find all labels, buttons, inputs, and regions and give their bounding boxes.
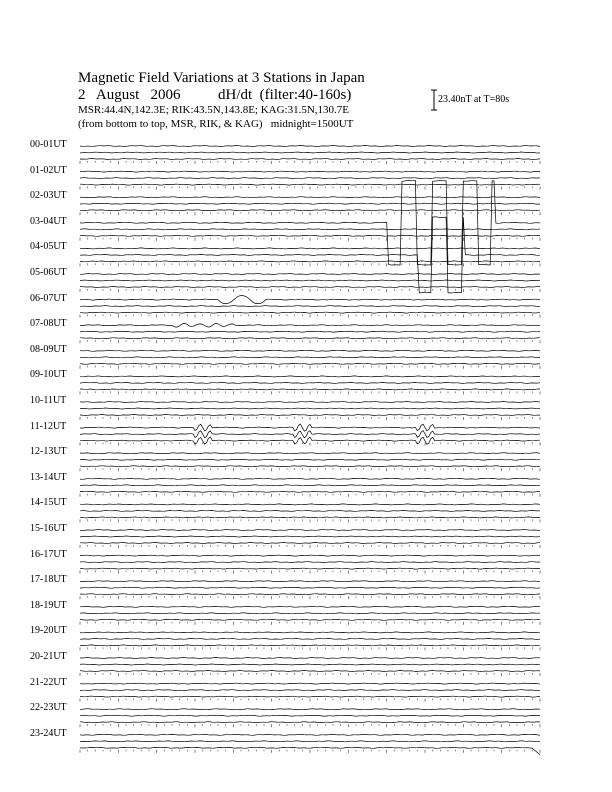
row-label: 12-13UT	[30, 446, 67, 458]
row-label: 22-23UT	[30, 702, 67, 714]
station-list: MSR:44.4N,142.3E; RIK:43.5N,143.8E; KAG:31.5N,130.7E	[78, 104, 350, 116]
order-note: (from bottom to top, MSR, RIK, & KAG) midnight=1500UT	[78, 118, 354, 130]
trace-rik	[80, 613, 540, 614]
trace-msr	[80, 184, 540, 185]
row-label: 14-15UT	[30, 497, 67, 509]
trace-rik	[80, 152, 540, 153]
trace-msr	[80, 210, 540, 211]
trace-msr	[80, 671, 540, 672]
trace-kag	[80, 581, 540, 582]
trace-kag	[80, 658, 540, 659]
trace-msr	[80, 517, 540, 518]
trace-kag	[80, 181, 540, 266]
trace-rik	[80, 382, 540, 383]
row-label: 03-04UT	[30, 215, 67, 227]
trace-rik	[80, 536, 540, 537]
trace-msr	[80, 338, 540, 339]
trace-kag	[80, 530, 540, 531]
row-label: 06-07UT	[30, 292, 67, 304]
trace-msr	[80, 312, 540, 313]
row-label: 15-16UT	[30, 523, 67, 534]
trace-kag	[80, 350, 540, 351]
row-label: 21-22UT	[30, 676, 67, 688]
trace-kag	[80, 632, 540, 633]
trace-rik	[80, 587, 540, 588]
trace-msr	[80, 491, 540, 492]
trace-kag	[80, 555, 540, 556]
trace-kag	[80, 248, 540, 249]
row-label: 00-01UT	[30, 139, 67, 150]
trace-kag	[80, 424, 540, 431]
trace-rik	[80, 431, 540, 438]
trace-kag	[80, 296, 540, 304]
trace-rik	[80, 562, 540, 563]
trace-msr	[80, 466, 540, 467]
row-label: 05-06UT	[30, 267, 67, 278]
trace-kag	[80, 197, 540, 198]
row-label: 10-11UT	[30, 395, 67, 406]
trace-kag	[80, 606, 540, 607]
trace-rik	[80, 408, 540, 409]
trace-msr	[80, 287, 540, 288]
trace-rik	[80, 357, 540, 358]
trace-kag	[80, 376, 540, 377]
trace-rik	[80, 306, 540, 307]
trace-rik	[80, 459, 540, 460]
trace-rik	[80, 741, 540, 742]
trace-rik	[80, 178, 540, 179]
trace-rik	[80, 229, 540, 230]
trace-msr	[80, 543, 540, 544]
trace-msr	[80, 568, 540, 569]
trace-rik	[80, 510, 540, 511]
trace-kag	[80, 402, 540, 403]
trace-msr	[80, 722, 540, 723]
row-label: 09-10UT	[30, 369, 67, 381]
row-label: 20-21UT	[30, 651, 67, 662]
trace-msr	[80, 363, 540, 364]
row-label: 11-12UT	[30, 420, 67, 432]
trace-msr	[80, 235, 540, 236]
row-label: 08-09UT	[30, 343, 67, 355]
row-label: 17-18UT	[30, 574, 67, 586]
trace-msr	[80, 159, 540, 160]
trace-rik	[80, 715, 540, 716]
trace-msr	[80, 415, 540, 416]
chart-title: Magnetic Field Variations at 3 Stations in Japan	[78, 70, 365, 86]
trace-rik	[80, 217, 540, 293]
trace-rik	[80, 664, 540, 665]
trace-kag	[80, 274, 540, 275]
row-label: 13-14UT	[30, 471, 67, 483]
trace-rik	[80, 280, 540, 281]
trace-kag	[80, 734, 540, 735]
trace-msr	[80, 645, 540, 646]
row-label: 23-24UT	[30, 727, 67, 739]
row-label: 19-20UT	[30, 625, 67, 637]
row-label: 16-17UT	[30, 548, 67, 560]
row-label: 01-02UT	[30, 164, 67, 176]
trace-kag	[80, 323, 540, 327]
trace-kag	[80, 683, 540, 684]
row-label: 07-08UT	[30, 318, 67, 330]
trace-msr	[80, 389, 540, 390]
trace-msr	[80, 594, 540, 595]
row-label: 02-03UT	[30, 190, 67, 202]
trace-rik	[80, 485, 540, 486]
trace-rik	[80, 690, 540, 691]
scale-label: 23.40nT at T=80s	[438, 94, 510, 105]
chart-subtitle: 2 August 2006 dH/dt (filter:40-160s)	[78, 87, 352, 103]
trace-rik	[80, 638, 540, 639]
trace-kag	[80, 478, 540, 479]
trace-kag	[80, 146, 540, 147]
trace-msr	[80, 696, 540, 697]
trace-kag	[80, 709, 540, 710]
trace-rik	[80, 331, 540, 332]
trace-kag	[80, 171, 540, 172]
trace-msr	[80, 261, 540, 262]
trace-kag	[80, 504, 540, 505]
row-label: 04-05UT	[30, 241, 67, 253]
trace-rik	[80, 203, 540, 204]
trace-kag	[80, 453, 540, 454]
row-label: 18-19UT	[30, 599, 67, 611]
trace-msr	[80, 619, 540, 620]
